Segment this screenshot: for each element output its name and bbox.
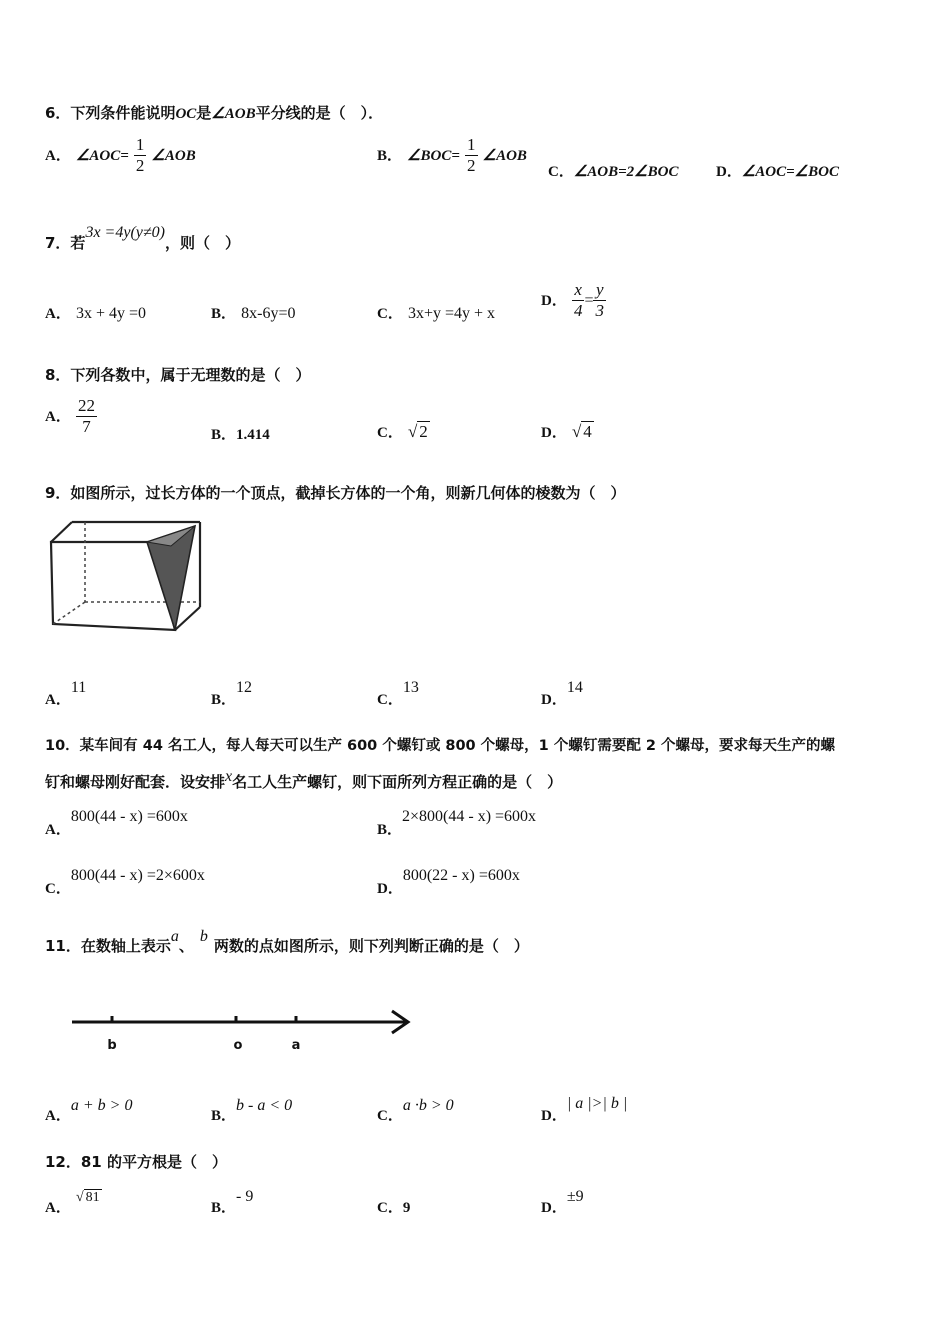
q6-a-left: ∠AOC=: [75, 147, 129, 164]
q6-stem-middle: 是: [196, 104, 212, 122]
option-label: B．: [211, 1108, 237, 1124]
q7-option-c[interactable]: [377, 302, 495, 323]
option-label: C．: [45, 881, 71, 897]
axis-label-o: o: [233, 1038, 243, 1053]
option-label: C．: [377, 1108, 403, 1124]
option-label: A．: [45, 1200, 71, 1216]
q7-stem: [45, 224, 240, 253]
q8-option-d[interactable]: [541, 421, 594, 442]
q12-option-b[interactable]: [211, 1188, 254, 1217]
q6-stem-angle: ∠AOB: [211, 106, 256, 122]
q10-option-c[interactable]: [45, 867, 205, 898]
q10-c-text: 800(44 - x) =2×600x: [70, 867, 205, 884]
cuboid-hidden-edge: [53, 602, 85, 624]
option-label: D．: [541, 1200, 567, 1216]
q10-stem-suffix: 名工人生产螺钉，则下面所列方程正确的是（ ）: [232, 773, 563, 791]
q10-stem-prefix: 钉和螺母刚好配套．设安排: [45, 773, 226, 791]
q6-b-right: ∠AOB: [482, 147, 527, 164]
option-label: D．: [541, 1108, 567, 1124]
q7-d-fraction-y: $\frac{y}{3}$: [595, 280, 604, 320]
q11-option-d[interactable]: [541, 1095, 628, 1125]
q10-d-text: 800(22 - x) =600x: [402, 867, 520, 884]
q7-b-text: 8x-6y=0: [241, 305, 296, 322]
option-label: C．: [377, 306, 403, 322]
q11-d-text: | a |>| b |: [566, 1095, 628, 1112]
q11-c-text: a ·b > 0: [402, 1097, 454, 1114]
option-label: B．: [211, 306, 237, 322]
q10-stem-var: x: [225, 768, 233, 785]
q6-option-c[interactable]: [548, 160, 678, 181]
option-label: B．: [211, 427, 237, 443]
option-label: C．: [377, 425, 403, 441]
q8-d-sqrt: √ 4: [571, 422, 592, 441]
q11-option-a[interactable]: [45, 1097, 133, 1125]
q12-option-a[interactable]: [45, 1190, 102, 1217]
q6-stem-oc: OC: [175, 106, 197, 122]
q8-option-c[interactable]: [377, 421, 430, 442]
q7-c-text: 3x+y =4y + x: [407, 305, 496, 322]
option-label: A．: [45, 1108, 71, 1124]
q6-d-text: ∠AOC=∠BOC: [741, 164, 839, 180]
option-label: A．: [45, 306, 71, 322]
q11-stem: [45, 928, 529, 956]
axis-label-b: b: [107, 1038, 117, 1053]
number-line: [70, 1005, 415, 1055]
q9-c-text: 13: [402, 679, 419, 696]
q6-c-text: ∠AOB=2∠BOC: [573, 164, 679, 180]
q6-option-d[interactable]: [716, 160, 839, 181]
q9-b-text: 12: [236, 679, 253, 696]
q9-option-d[interactable]: [541, 679, 583, 709]
q10-stem-line1: 10．某车间有 44 名工人，每人每天可以生产 600 个螺钉或 800 个螺母，1 个螺钉需要配 2 个螺母，要求每天生产的螺: [45, 738, 835, 754]
q12-d-text: ±9: [566, 1188, 584, 1205]
q10-option-b[interactable]: [377, 808, 537, 839]
option-label: A．: [45, 822, 71, 838]
q11-var-a: a: [170, 928, 179, 945]
q6-stem-suffix: 平分线的是（ ）．: [255, 104, 384, 122]
q10-b-text: 2×800(44 - x) =600x: [402, 808, 537, 825]
q11-option-b[interactable]: [211, 1097, 293, 1125]
q10-option-d[interactable]: [377, 867, 520, 898]
q9-d-text: 14: [566, 679, 583, 696]
q8-stem: 8．下列各数中，属于无理数的是（ ）: [45, 366, 311, 384]
cuboid-figure: [45, 512, 210, 637]
q6-stem-prefix: 6．下列条件能说明: [45, 104, 176, 122]
option-label: D．: [541, 292, 567, 309]
q10-stem-line2: [45, 768, 563, 792]
q8-c-sqrt: √ 2: [407, 422, 428, 441]
q9-stem: 9．如图所示，过长方体的一个顶点，截掉长方体的一个角，则新几何体的棱数为（ ）: [45, 484, 626, 502]
q8-b-text: 1.414: [236, 427, 270, 443]
q9-option-a[interactable]: [45, 679, 87, 709]
q12-option-c[interactable]: [377, 1196, 410, 1217]
q6-option-a[interactable]: [45, 136, 196, 175]
option-label: A．: [45, 147, 71, 164]
q11-separator: 、: [178, 937, 194, 955]
q12-a-sqrt: √ 81: [75, 1190, 100, 1205]
q12-option-d[interactable]: [541, 1188, 584, 1217]
q11-option-c[interactable]: [377, 1097, 454, 1125]
q8-a-fraction: $\frac{22}{7}$: [77, 396, 95, 436]
q7-stem-suffix: ，则（ ）: [164, 234, 240, 252]
option-label: B．: [377, 147, 403, 164]
q6-option-b[interactable]: [377, 136, 527, 175]
q7-d-equals: =: [584, 291, 594, 309]
q9-a-text: 11: [70, 679, 87, 696]
cuboid-edge: [51, 522, 72, 542]
q6-stem: [45, 102, 383, 123]
q12-c-text: 9: [402, 1200, 411, 1216]
q11-a-text: a + b > 0: [70, 1097, 133, 1114]
q6-b-fraction: $\frac{1}{2}$: [467, 135, 476, 175]
q10-a-text: 800(44 - x) =600x: [70, 808, 188, 825]
q7-condition: 3x =4y(y≠0): [85, 224, 165, 241]
q6-a-right: ∠AOB: [151, 147, 196, 164]
axis-label-a: a: [291, 1038, 301, 1053]
option-label: B．: [377, 822, 403, 838]
option-label: B．: [211, 1200, 237, 1216]
q10-option-a[interactable]: [45, 808, 188, 839]
q7-a-text: 3x + 4y =0: [75, 305, 146, 322]
q8-option-a[interactable]: [45, 397, 97, 436]
option-label: A．: [45, 408, 71, 425]
q7-stem-prefix: 7．若: [45, 234, 86, 252]
q6-a-fraction: $\frac{1}{2}$: [135, 135, 145, 175]
q7-option-b[interactable]: [211, 302, 295, 323]
q9-option-c[interactable]: [377, 679, 419, 709]
option-label: D．: [716, 164, 742, 180]
q6-b-left: ∠BOC=: [407, 147, 460, 164]
q12-b-text: - 9: [236, 1188, 254, 1205]
q11-b-text: b - a < 0: [236, 1097, 293, 1114]
q7-d-fraction-x: $\frac{x}{4}$: [573, 280, 583, 320]
option-label: B．: [211, 692, 237, 708]
q8-option-b[interactable]: [211, 423, 270, 444]
option-label: C．: [377, 692, 403, 708]
q7-option-a[interactable]: [45, 302, 146, 323]
option-label: C．: [377, 1200, 403, 1216]
q11-var-b: b: [199, 928, 208, 945]
option-label: A．: [45, 692, 71, 708]
q9-option-b[interactable]: [211, 679, 253, 709]
option-label: C．: [548, 164, 574, 180]
q7-option-d[interactable]: [541, 281, 606, 320]
q11-stem-suffix: 两数的点如图所示，则下列判断正确的是（ ）: [213, 937, 529, 955]
q12-stem: 12．81 的平方根是（ ）: [45, 1153, 227, 1171]
option-label: D．: [377, 881, 403, 897]
q11-stem-prefix: 11．在数轴上表示: [45, 937, 171, 955]
option-label: D．: [541, 692, 567, 708]
option-label: D．: [541, 425, 567, 441]
